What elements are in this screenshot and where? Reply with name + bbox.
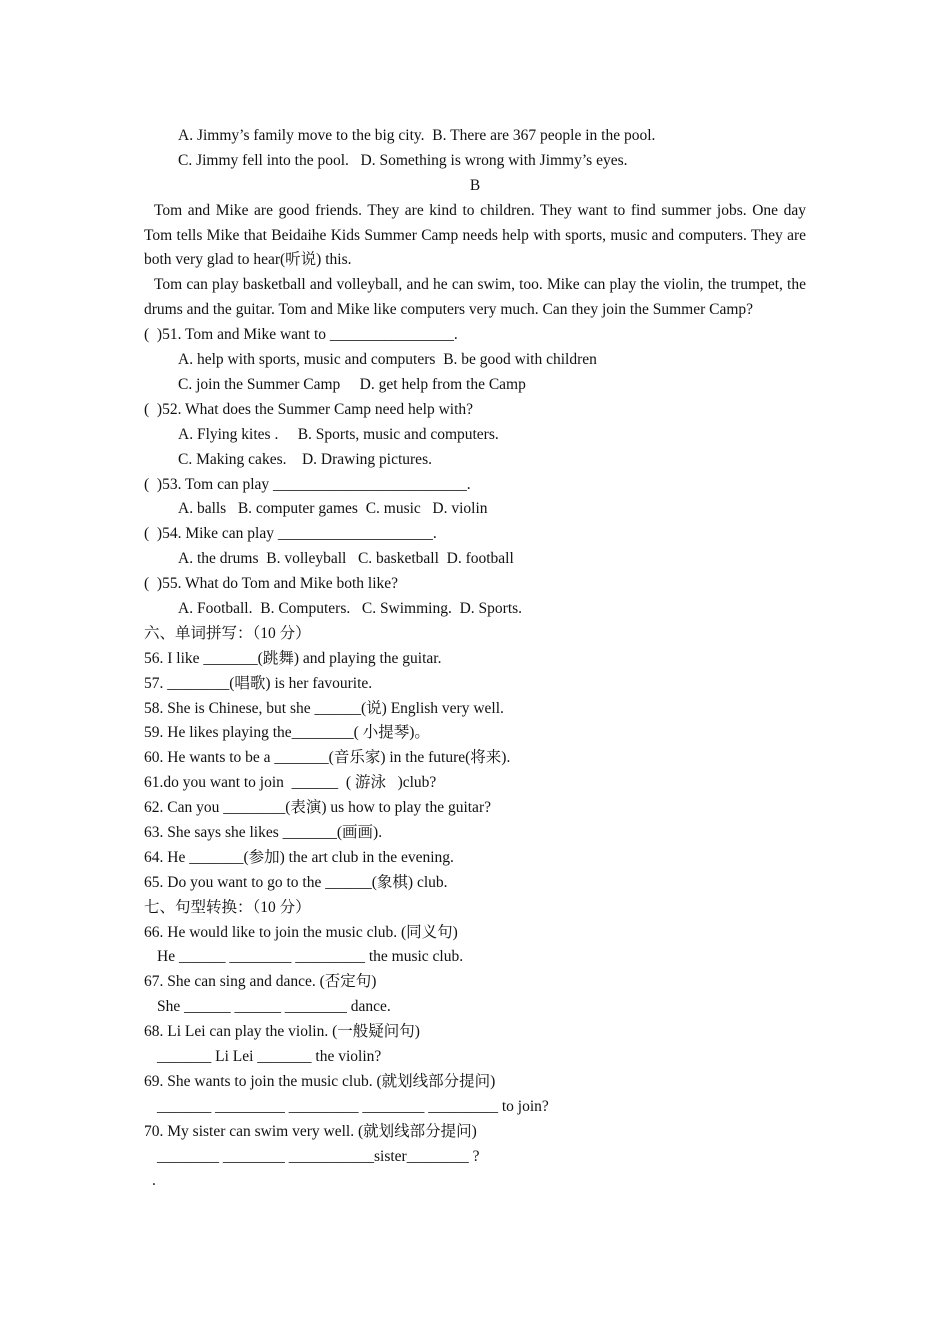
spelling-item: 64. He _______(参加) the art club in the evening. xyxy=(144,848,454,866)
section-title: 六、单词拼写：（10 分） xyxy=(144,624,311,642)
transform-answer: _______ _________ _________ ________ _________ to join? xyxy=(157,1097,549,1115)
question-option: A. Flying kites . B. Sports, music and computers. xyxy=(178,425,499,443)
spelling-item: 59. He likes playing the________( 小提琴)。 xyxy=(144,724,430,742)
question-stem: ( )52. What does the Summer Camp need help with? xyxy=(144,400,474,418)
transform-question: 66. He would like to join the music club. (同义句) xyxy=(144,923,458,941)
spelling-item: 57. ________(唱歌) is her favourite. xyxy=(144,674,373,692)
transform-answer: He ______ ________ _________ the music club. xyxy=(157,948,464,966)
spelling-item: 58. She is Chinese, but she ______(说) English very well. xyxy=(144,699,504,717)
question-stem: ( )53. Tom can play _________________________. xyxy=(144,475,471,493)
prev-option-line: C. Jimmy fell into the pool. D. Something is wrong with Jimmy’s eyes. xyxy=(178,151,628,169)
transform-answer: She ______ ______ ________ dance. xyxy=(157,998,391,1016)
transform-question: 67. She can sing and dance. (否定句) xyxy=(144,973,377,991)
transform-question: 69. She wants to join the music club. (就划线部分提问) xyxy=(144,1072,496,1090)
section-title: 七、句型转换：（10 分） xyxy=(144,898,311,916)
question-option: C. join the Summer Camp D. get help from the Camp xyxy=(178,375,526,393)
question-option: A. Football. B. Computers. C. Swimming. D. Sports. xyxy=(178,600,523,617)
question-option: C. Making cakes. D. Drawing pictures. xyxy=(178,450,432,468)
spelling-item: 63. She says she likes _______(画画). xyxy=(144,824,383,842)
question-stem: ( )51. Tom and Mike want to ________________. xyxy=(144,326,458,344)
spelling-item: 60. He wants to be a _______(音乐家) in the future(将来). xyxy=(144,749,511,767)
question-stem: ( )55. What do Tom and Mike both like? xyxy=(144,575,399,593)
passage-paragraph: Tom and Mike are good friends. They are kind to children. They want to find summer jobs. One day Tom tells Mike that Beidaihe Kids Summer Camp needs help with sports, music and computers. They are both very glad to hear(听说) this. xyxy=(144,201,806,269)
transform-question: 68. Li Lei can play the violin. (一般疑问句) xyxy=(144,1023,420,1041)
spelling-item: 65. Do you want to go to the ______(象棋) club. xyxy=(144,873,448,891)
transform-answer: ________ ________ ___________sister________ ? xyxy=(157,1147,480,1165)
passage-label: B xyxy=(469,176,481,194)
transform-question: 70. My sister can swim very well. (就划线部分提问) xyxy=(144,1122,477,1140)
question-option: A. help with sports, music and computers B. be good with children xyxy=(178,351,597,369)
spelling-item: 61.do you want to join ______ ( 游泳 )club? xyxy=(144,774,437,792)
spelling-item: 62. Can you ________(表演) us how to play the guitar? xyxy=(144,799,491,817)
exam-page xyxy=(144,124,806,1194)
transform-answer: _______ Li Lei _______ the violin? xyxy=(157,1048,382,1066)
question-stem: ( )54. Mike can play ____________________. xyxy=(144,525,437,543)
trailing-mark: . xyxy=(152,1172,156,1190)
spelling-item: 56. I like _______(跳舞) and playing the guitar. xyxy=(144,649,442,667)
passage-paragraph: Tom can play basketball and volleyball, and he can swim, too. Mike can play the violin, the trumpet, the drums and the guitar. Tom and Mike like computers very much. Can they join the Summer Camp? xyxy=(144,276,806,319)
question-option: A. the drums B. volleyball C. basketball D. football xyxy=(178,550,514,568)
prev-option-line: A. Jimmy’s family move to the big city. B. There are 367 people in the pool. xyxy=(178,127,656,144)
question-option: A. balls B. computer games C. music D. violin xyxy=(178,500,488,518)
